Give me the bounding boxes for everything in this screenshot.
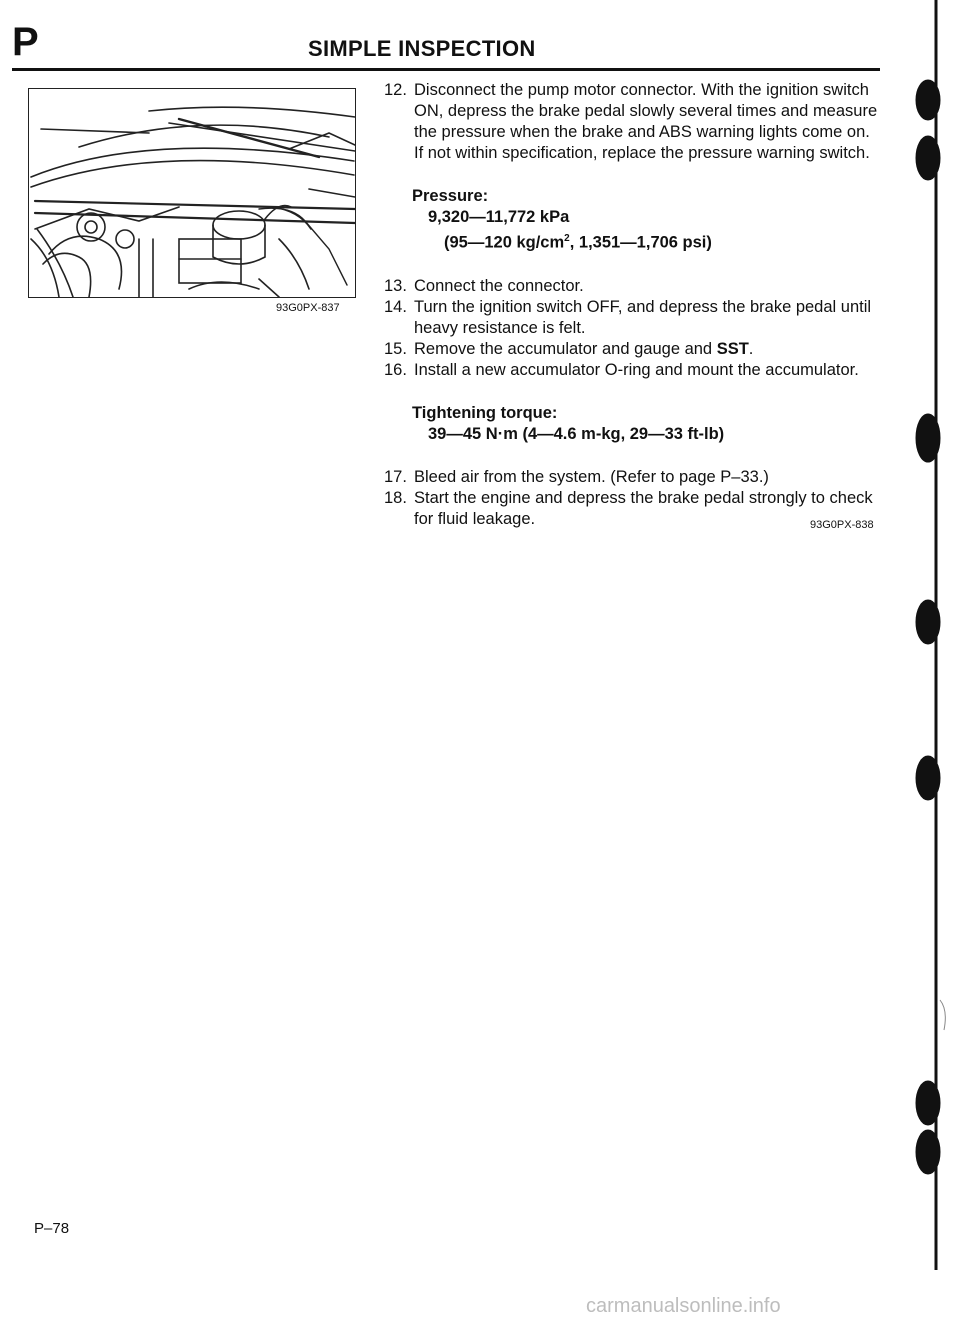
step-16 [384,360,878,381]
step-number: 14. [384,297,407,316]
step-text: Disconnect the pump motor connector. With the ignition switch ON, depress the brake pedal slowly several times and measure the pressure when the brake and ABS warning lights come on. If not within specification, replace the pressure warning switch. [414,81,878,162]
step-number: 16. [384,360,407,379]
page-number: P–78 [34,1220,70,1237]
engine-bay-illustration [28,88,356,298]
header-rule [12,68,880,71]
step-18 [384,488,878,530]
step-number: 12. [384,81,407,99]
step-17 [384,467,878,488]
spec-value-alt: (95—120 $kg/cm^2$, 1,351—1,706 psi) [444,233,712,252]
procedure-text [384,80,878,530]
step-number: 18. [384,488,407,507]
figure-code: 93G0PX-837 [276,302,340,314]
torque-spec [384,403,878,445]
step-number: 15. [384,339,407,358]
step-number: 17. [384,467,407,486]
step-number: 13. [384,276,407,295]
step-12 [384,80,878,164]
step-text: Start the engine and depress the brake pedal strongly to check for fluid leakage. [414,488,873,528]
step-text: Connect the connector. [414,276,584,295]
engine-bay-drawing [29,89,356,298]
step-text: Turn the ignition switch OFF, and depress the brake pedal until heavy resistance is felt. [414,297,872,337]
step-13 [384,276,878,297]
step-14 [384,297,878,339]
step-text: Bleed air from the system. (Refer to page P–33.) [414,467,769,486]
binder-edge-marks [900,0,960,1328]
step-15 [384,339,878,360]
page-title: SIMPLE INSPECTION [308,36,536,61]
spec-value-kpa: 9,320—11,772 kPa [428,208,570,226]
watermark: carmanualsonline.info [586,1295,781,1317]
spec-label: Tightening torque: [412,403,558,422]
step-text: Remove the accumulator and gauge and SST. [414,339,754,358]
spec-label: Pressure: [412,187,489,205]
sst-label: SST [716,339,749,358]
spec-value: 39—45 N·m (4—4.6 m-kg, 29—33 ft-lb) [428,424,725,443]
step-text: Install a new accumulator O-ring and mount the accumulator. [414,360,859,379]
text-section-code: 93G0PX-838 [810,519,874,531]
section-letter: P [12,20,39,64]
pressure-spec [384,186,878,254]
